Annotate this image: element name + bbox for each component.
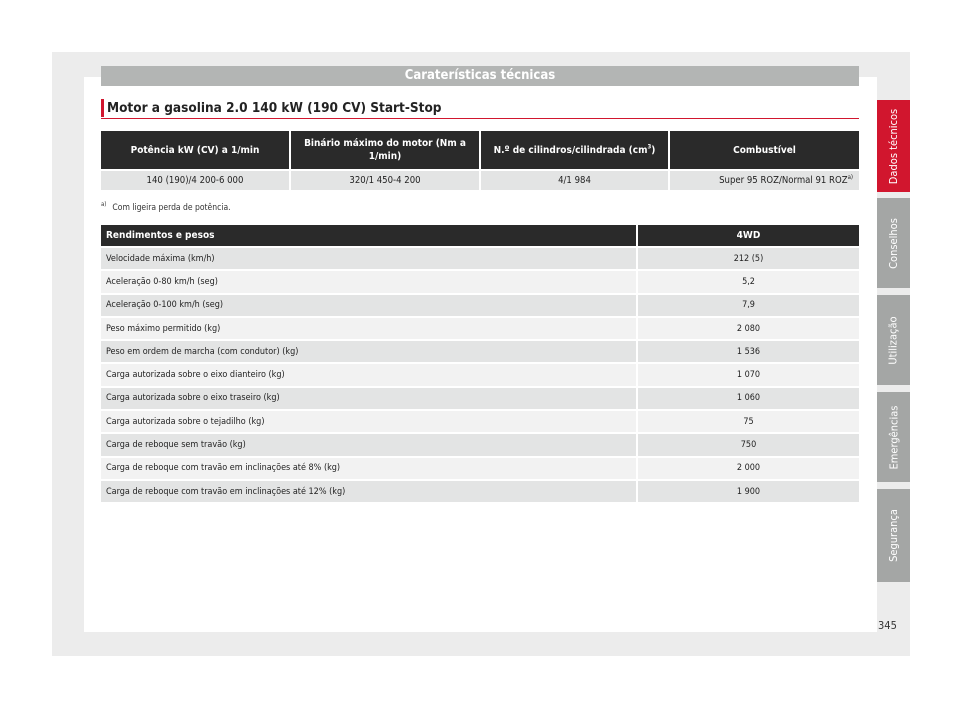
section-title-rule <box>101 118 859 119</box>
section-title: Motor a gasolina 2.0 140 kW (190 CV) Start-Stop <box>107 100 442 116</box>
table-row <box>101 339 859 362</box>
table-row <box>101 386 859 409</box>
page-number: 345 <box>878 619 897 632</box>
row-label: Aceleração 0-100 km/h (seg) <box>101 293 636 316</box>
tab-label: Utilização <box>887 315 901 365</box>
performance-table <box>101 225 859 502</box>
performance-table-header-row <box>101 225 859 246</box>
cell-fuel-text: Super 95 ROZ/Normal 91 ROZ <box>719 175 848 186</box>
engine-spec-table <box>101 131 859 190</box>
table-row <box>101 456 859 479</box>
row-value: 1 536 <box>636 339 859 362</box>
tab-dados-tecnicos[interactable] <box>877 100 910 192</box>
header-cylinders-text: N.º de cilindros/cilindrada (cm <box>493 144 648 156</box>
footnote-ref: a) <box>847 173 853 181</box>
row-value: 212 (5) <box>636 246 859 269</box>
engine-table-header-row <box>101 131 859 169</box>
table-row <box>101 362 859 385</box>
header-cylinders-close: ) <box>651 144 656 156</box>
tab-seguranca[interactable] <box>877 489 910 582</box>
row-value: 75 <box>636 409 859 432</box>
row-value: 5,2 <box>636 269 859 292</box>
header-cylinders <box>481 131 670 169</box>
chapter-header: Caraterísticas técnicas <box>101 66 859 86</box>
table-row <box>101 269 859 292</box>
header-fuel: Combustível <box>670 131 859 169</box>
engine-table-row <box>101 169 859 190</box>
tab-label: Conselhos <box>887 217 901 269</box>
footnote-text: Com ligeira perda de potência. <box>112 202 231 213</box>
row-label: Carga autorizada sobre o tejadilho (kg) <box>101 409 636 432</box>
row-value: 1 900 <box>636 479 859 502</box>
header-cylinders-sup: 3 <box>647 143 652 151</box>
table-row <box>101 316 859 339</box>
cell-torque: 320/1 450-4 200 <box>291 169 481 190</box>
row-label: Carga de reboque sem travão (kg) <box>101 432 636 455</box>
row-value: 750 <box>636 432 859 455</box>
header-4wd: 4WD <box>636 225 859 246</box>
row-label: Aceleração 0-80 km/h (seg) <box>101 269 636 292</box>
row-value: 1 060 <box>636 386 859 409</box>
table-row <box>101 246 859 269</box>
header-power: Potência kW (CV) a 1/min <box>101 131 291 169</box>
row-value: 1 070 <box>636 362 859 385</box>
footnote-mark: a) <box>101 201 107 208</box>
tab-label: Dados técnicos <box>887 108 900 184</box>
header-rendimentos: Rendimentos e pesos <box>101 225 636 246</box>
row-label: Carga autorizada sobre o eixo dianteiro (kg) <box>101 362 636 385</box>
tab-emergencias[interactable] <box>877 392 910 482</box>
tab-utilizacao[interactable] <box>877 295 910 385</box>
row-label: Peso máximo permitido (kg) <box>101 316 636 339</box>
cell-power: 140 (190)/4 200-6 000 <box>101 169 291 190</box>
row-label: Carga de reboque com travão em inclinações até 12% (kg) <box>101 479 636 502</box>
row-label: Velocidade máxima (km/h) <box>101 246 636 269</box>
row-value: 2 000 <box>636 456 859 479</box>
tab-label: Emergências <box>887 405 901 469</box>
section-title-marker <box>101 99 104 117</box>
footnote <box>101 201 231 213</box>
row-label: Carga autorizada sobre o eixo traseiro (kg) <box>101 386 636 409</box>
tab-conselhos[interactable] <box>877 198 910 288</box>
table-row <box>101 409 859 432</box>
row-value: 2 080 <box>636 316 859 339</box>
table-row <box>101 479 859 502</box>
table-row <box>101 432 859 455</box>
table-row <box>101 293 859 316</box>
row-value: 7,9 <box>636 293 859 316</box>
row-label: Carga de reboque com travão em inclinações até 8% (kg) <box>101 456 636 479</box>
header-torque: Binário máximo do motor (Nm a 1/min) <box>291 131 481 169</box>
row-label: Peso em ordem de marcha (com condutor) (kg) <box>101 339 636 362</box>
cell-fuel <box>670 169 859 190</box>
tab-label: Segurança <box>887 509 900 562</box>
cell-cylinders: 4/1 984 <box>481 169 670 190</box>
